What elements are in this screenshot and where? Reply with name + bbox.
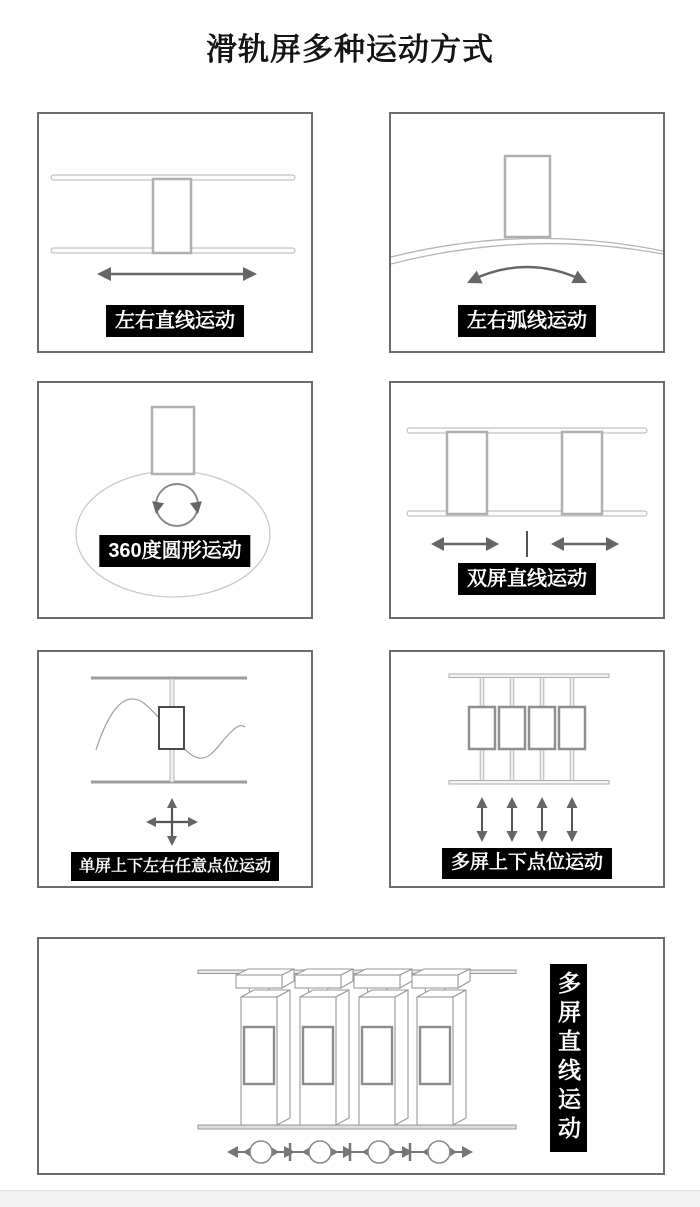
up-down-arrow-icon <box>537 797 548 842</box>
screen-column <box>412 969 470 1125</box>
left-right-arrow-icon <box>431 537 499 551</box>
page-title: 滑轨屏多种运动方式 <box>206 32 494 67</box>
screen-icon <box>505 156 550 237</box>
screen-icon <box>303 1027 333 1084</box>
rail-top <box>407 428 647 433</box>
ellipse-track <box>76 471 270 597</box>
screen-icon <box>152 407 194 474</box>
up-down-arrow-icon <box>567 797 578 842</box>
panel-label: 360度圆形运动 <box>99 535 250 567</box>
screen-icon <box>362 1027 392 1084</box>
panel-single-any-point <box>37 650 313 888</box>
panel-linear-left-right <box>37 112 313 353</box>
screen-icon <box>559 707 585 749</box>
screen-icon <box>562 432 602 514</box>
arc-rail <box>391 238 663 264</box>
screen-icon <box>529 707 555 749</box>
rail-top <box>449 674 609 678</box>
panel-multi-up-down <box>389 650 665 888</box>
screen-icon <box>159 707 184 749</box>
panel-label: 左右弧线运动 <box>458 305 596 337</box>
curved-arrow-icon <box>464 267 590 289</box>
screen-icon <box>244 1027 274 1084</box>
screen-icon <box>153 179 191 253</box>
left-right-arrow-icon <box>97 267 257 281</box>
any-point-diagram <box>39 652 311 886</box>
screen-icon <box>420 1027 450 1084</box>
rail-bottom <box>198 1125 516 1129</box>
up-down-arrow-icon <box>477 797 488 842</box>
screen-column <box>236 969 294 1125</box>
left-right-arrow-icon <box>551 537 619 551</box>
up-down-arrow-icon <box>507 797 518 842</box>
panel-label: 双屏直线运动 <box>458 563 596 595</box>
screen-column <box>295 969 353 1125</box>
cross-arrow-icon <box>146 798 198 846</box>
panel-arc-left-right <box>389 112 665 353</box>
screen-icon <box>447 432 487 514</box>
panel-label: 多屏上下点位运动 <box>442 848 612 879</box>
panel-label: 左右直线运动 <box>106 305 244 337</box>
circular-motion-diagram <box>39 383 311 617</box>
screen-icon <box>469 707 495 749</box>
panel-label: 单屏上下左右任意点位运动 <box>71 852 279 881</box>
screen-column <box>354 969 412 1125</box>
panel-multi-screen-linear <box>37 937 665 1175</box>
panel-circle-360 <box>37 381 313 619</box>
panel-dual-screen-linear <box>389 381 665 619</box>
footer-strip <box>0 1190 700 1207</box>
rail-bottom <box>449 781 609 785</box>
panel-label-vertical: 多屏直线运动 <box>550 964 587 1152</box>
screen-icon <box>499 707 525 749</box>
rail-bottom <box>407 511 647 516</box>
